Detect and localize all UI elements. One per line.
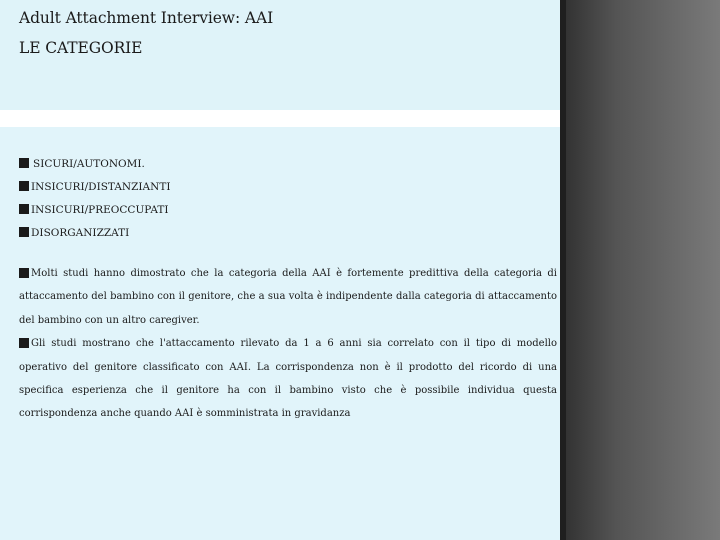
right-decorative-panel <box>560 0 720 540</box>
category-list <box>19 153 170 245</box>
square-bullet-icon <box>19 181 29 191</box>
title-separator <box>0 110 560 127</box>
list-item <box>19 199 170 222</box>
list-item <box>19 176 170 199</box>
square-bullet-icon <box>19 227 29 237</box>
paragraph <box>19 332 557 426</box>
square-bullet-icon <box>19 268 29 278</box>
category-label: SICURI/AUTONOMI. <box>33 158 145 170</box>
body-text <box>19 262 557 426</box>
square-bullet-icon <box>19 204 29 214</box>
category-label: DISORGANIZZATI <box>31 227 130 239</box>
square-bullet-icon <box>19 338 29 348</box>
paragraph-text: Molti studi hanno dimostrato che la categoria della AAI è fortemente predittiva della categoria di attaccamento del bambino con il genitore, che a sua volta è indipendente dalla categoria di attaccamento del bambino con un altro caregiver. <box>19 268 557 326</box>
paragraph <box>19 262 557 332</box>
list-item <box>19 153 170 176</box>
category-label: INSICURI/PREOCCUPATI <box>31 204 169 216</box>
paragraph-text: Gli studi mostrano che l'attaccamento rilevato da 1 a 6 anni sia correlato con il tipo di modello operativo del genitore classificato con AAI. La corrispondenza non è il prodotto del ricordo di una specifica esperienza che il genitore ha con il bambino visto che è possibile individua questa corrispondenza anche quando AAI è somministrata in gravidanza <box>19 338 557 420</box>
panel-edge <box>560 0 566 540</box>
slide-subtitle: LE CATEGORIE <box>19 39 143 57</box>
square-bullet-icon <box>19 158 29 168</box>
category-label: INSICURI/DISTANZIANTI <box>31 181 171 193</box>
title-panel <box>0 0 560 110</box>
list-item <box>19 222 170 245</box>
slide-title: Adult Attachment Interview: AAI <box>19 9 274 27</box>
